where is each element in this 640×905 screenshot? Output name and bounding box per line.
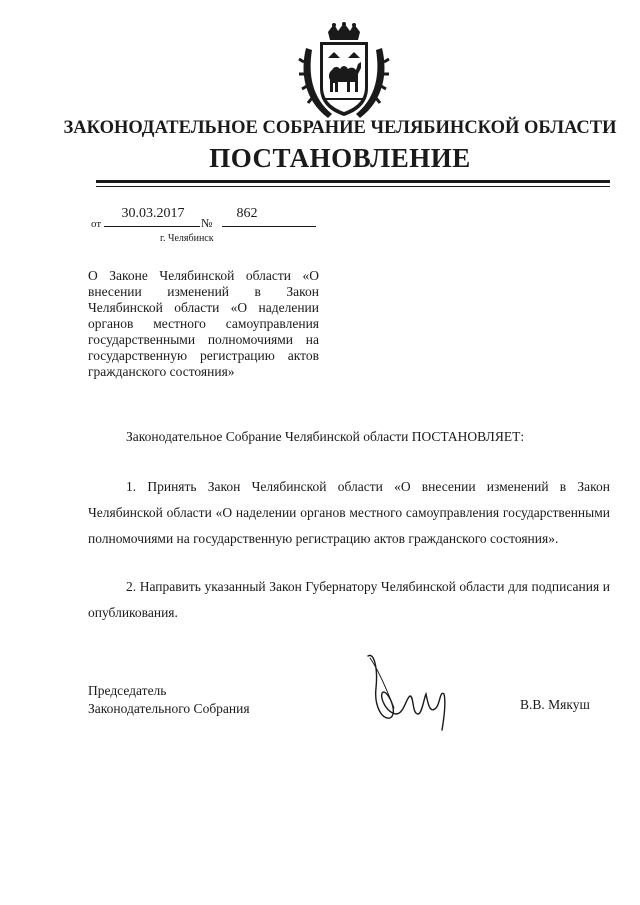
document-subject: О Законе Челябинской области «О внесении изменений в Закон Челябинской области «О наделении органов местного самоуправления государственными полномочиями на государственную регистрацию актов гражданского состояния» [88, 268, 319, 379]
number-prefix: № [201, 216, 213, 230]
decree-item-2: 2. Направить указанный Закон Губернатору Челябинской области для подписания и опубликования. [88, 579, 610, 620]
document-type: ПОСТАНОВЛЕНИЕ [209, 143, 471, 173]
signatory-role [88, 682, 250, 718]
signature-icon [360, 648, 460, 738]
number-underline [222, 226, 316, 227]
signatory-name: В.В. Мякуш [520, 697, 590, 712]
header-rule-thick [96, 180, 610, 183]
decree-item-1: 1. Принять Закон Челябинской области «О внесении изменений в Закон Челябинской области «О наделении органов местного самоуправления государственными полномочиями на государственную регистрацию актов гражданского состояния». [88, 479, 610, 546]
document-city: г. Челябинск [160, 233, 214, 244]
organization-title: ЗАКОНОДАТЕЛЬНОЕ СОБРАНИЕ ЧЕЛЯБИНСКОЙ ОБЛАСТИ [63, 118, 617, 138]
header-rule-thin [96, 186, 610, 187]
document-number: 862 [236, 206, 258, 221]
date-prefix: от [91, 218, 102, 230]
coat-of-arms-icon [298, 22, 390, 124]
signatory-role-line2: Законодательного Собрания [88, 701, 250, 716]
document-date: 30.03.2017 [121, 206, 185, 221]
signatory-role-line1: Председатель [88, 683, 167, 698]
decree-statement: Законодательное Собрание Челябинской области ПОСТАНОВЛЯЕТ: [126, 429, 525, 444]
date-underline [104, 226, 200, 227]
